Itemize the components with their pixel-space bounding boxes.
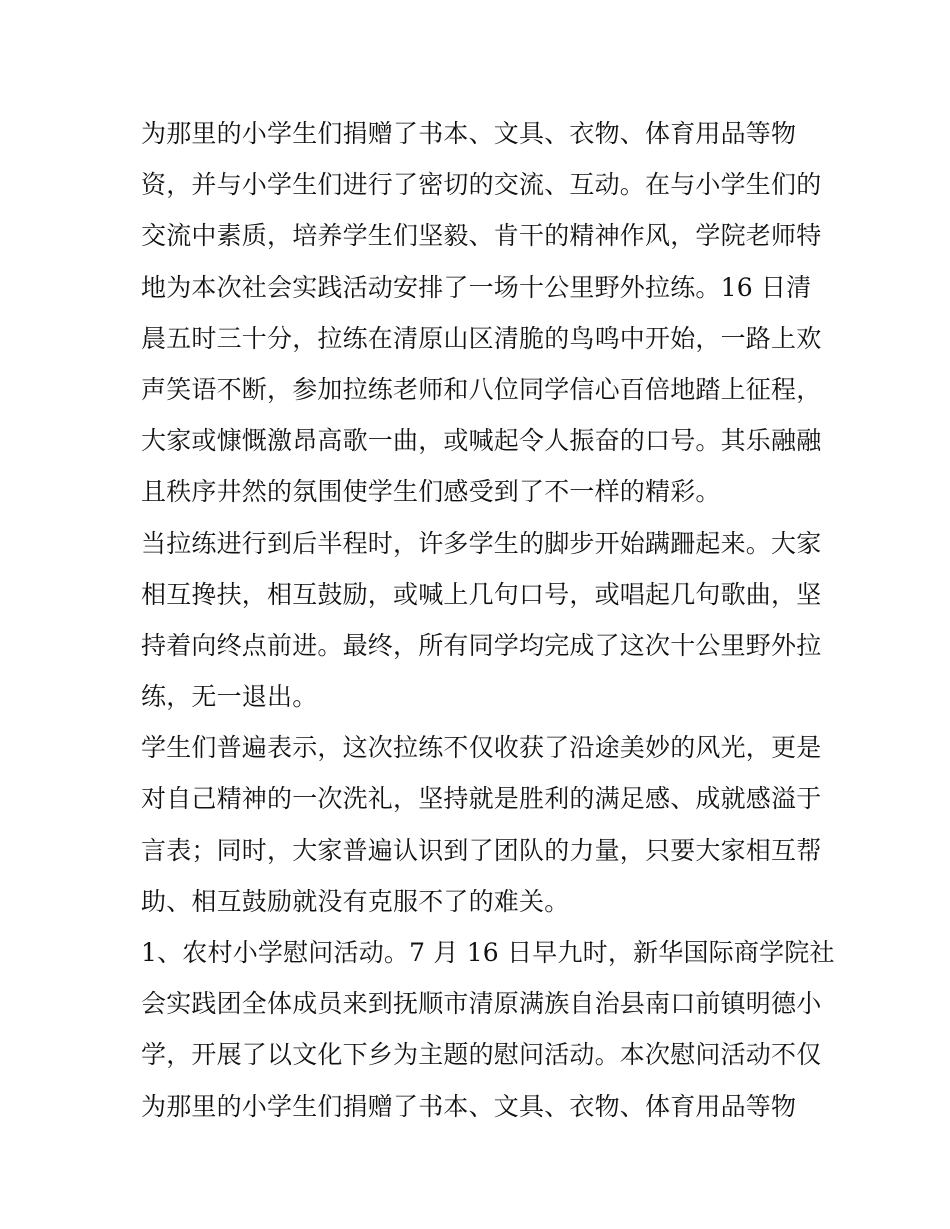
text-line: 晨五时三十分，拉练在清原山区清脆的鸟鸣中开始，一路上欢 [141,323,822,353]
text-line: 为那里的小学生们捐赠了书本、文具、衣物、体育用品等物 [141,1091,797,1121]
text-line: 练，无一退出。 [141,682,318,712]
text-line: 学，开展了以文化下乡为主题的慰问活动。本次慰问活动不仅 [141,1040,822,1070]
text-line: 会实践团全体成员来到抚顺市清原满族自治县南口前镇明德小 [141,989,822,1019]
text-line: 对自己精神的一次洗礼，坚持就是胜利的满足感、成就感溢于 [141,784,822,814]
text-line: 学生们普遍表示，这次拉练不仅收获了沿途美妙的风光，更是 [141,733,822,763]
text-line: 助、相互鼓励就没有克服不了的难关。 [141,886,570,916]
body-text [141,108,835,1132]
text-line: 声笑语不断，参加拉练老师和八位同学信心百倍地踏上征程， [141,374,822,404]
text-line: 持着向终点前进。最终，所有同学均完成了这次十公里野外拉 [141,630,822,660]
text-line: 言表；同时，大家普遍认识到了团队的力量，只要大家相互帮 [141,835,822,865]
text-line: 当拉练进行到后半程时，许多学生的脚步开始蹒跚起来。大家 [141,528,822,558]
text-line: 1、农村小学慰问活动。7 月 16 日早九时，新华国际商学院社 [141,938,835,967]
text-line: 交流中素质，培养学生们坚毅、肯干的精神作风，学院老师特 [141,221,822,251]
text-line: 地为本次社会实践活动安排了一场十公里野外拉练。16 日清 [141,272,812,302]
text-line: 资，并与小学生们进行了密切的交流、互动。在与小学生们的 [141,170,822,200]
text-line: 且秩序井然的氛围使学生们感受到了不一样的精彩。 [141,477,721,507]
text-line: 相互搀扶，相互鼓励，或喊上几句口号，或唱起几句歌曲，坚 [141,579,822,609]
text-line: 大家或慷慨激昂高歌一曲，或喊起令人振奋的口号。其乐融融 [141,426,822,456]
text-line: 为那里的小学生们捐赠了书本、文具、衣物、体育用品等物 [141,119,797,148]
